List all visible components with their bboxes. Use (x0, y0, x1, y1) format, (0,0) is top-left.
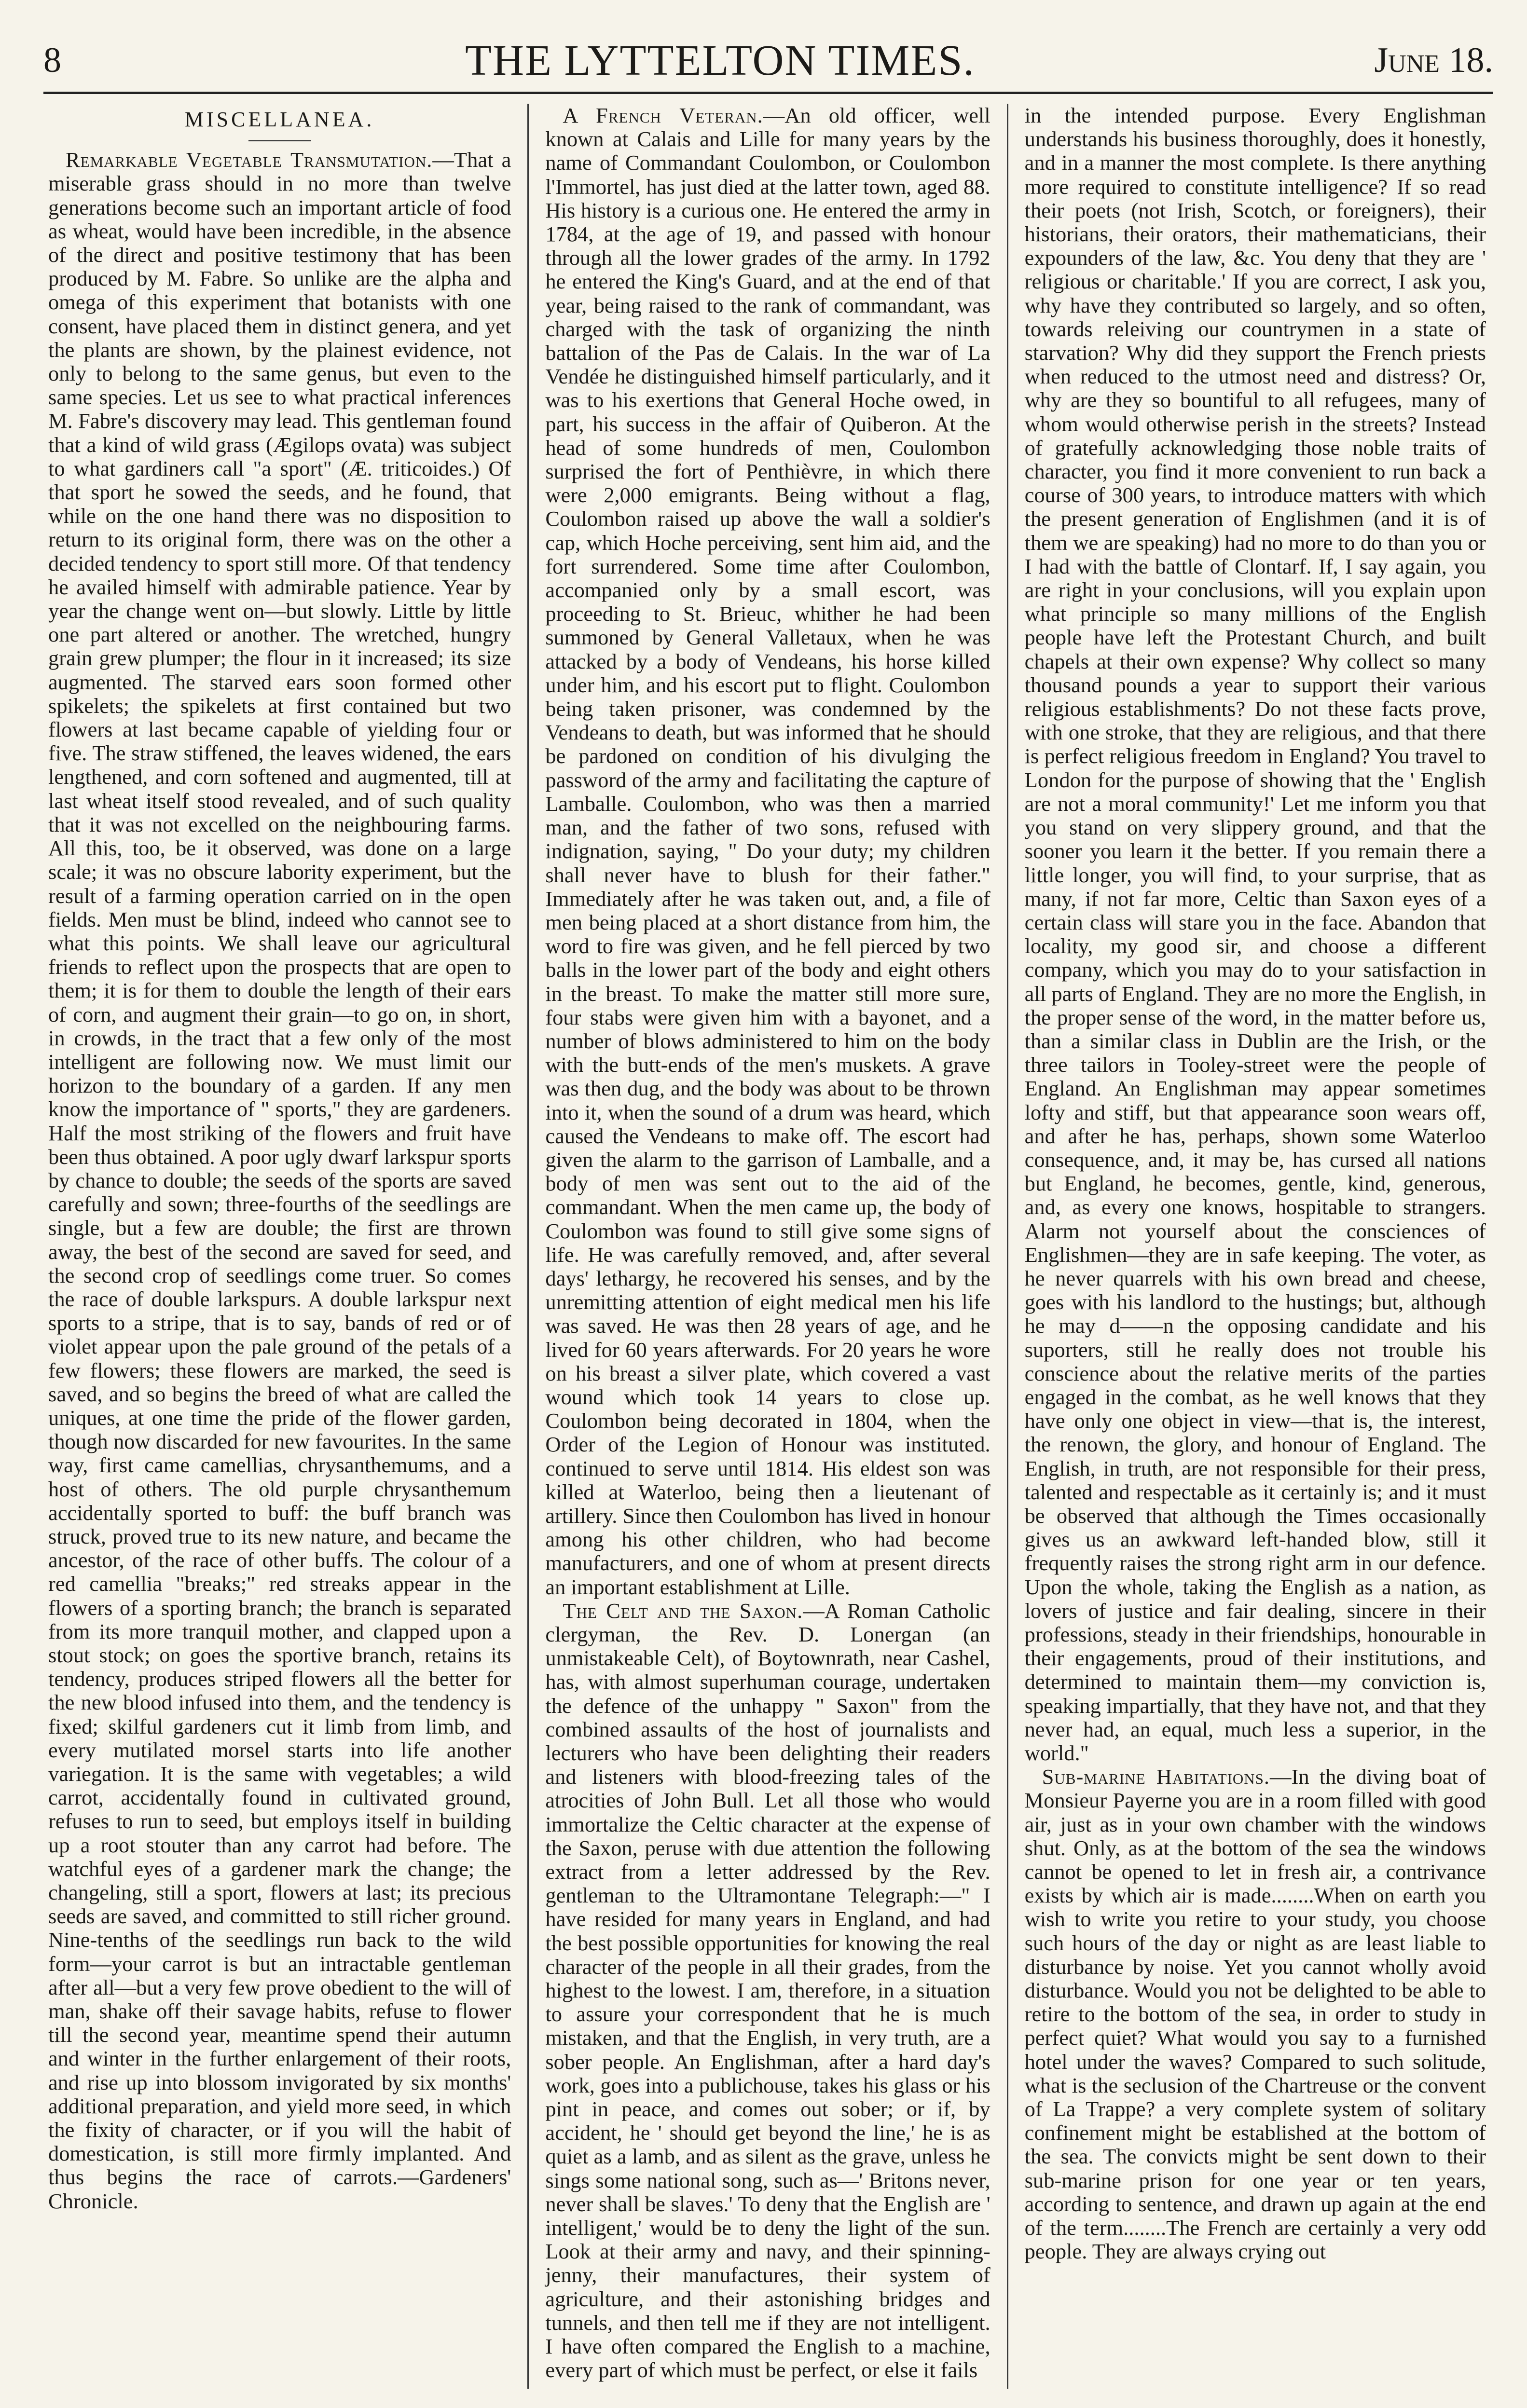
article-body: —An old officer, well known at Calais and Lille for many years by the name of Commandant Coulombon, or Coulombon l'Immortel, has just died at the latter town, aged 88. His history is a curious one. He entered the army in 1784, at the age of 19, and passed with honour through all the lower grades of the army. In 1792 he entered the King's Guard, and at the end of that year, being raised to the rank of commandant, was charged with the task of organizing the ninth battalion of the Pas de Calais. In the war of La Vendée he distinguished himself particularly, and it was to his exertions that General Hoche owed, in part, his success in the affair of Quiberon. At the head of some hundreds of men, Coulombon surprised the fort of Penthièvre, in which there were 2,000 emigrants. Being without a flag, Coulombon raised up above the wall a soldier's cap, which Hoche perceiving, sent him aid, and the fort surrendered. Some time after Coulombon, accompanied only by a small escort, was proceeding to St. Brieuc, whither he had been summoned by General Valletaux, when he was attacked by a body of Vendeans, his horse killed under him, and his escort put to flight. Coulombon being taken prisoner, was condemned by the Vendeans to death, but was informed that he should be pardoned on condition of his divulging the password of the army and facilitating the capture of Lamballe. Coulombon, who was then a married man, and the father of two sons, refused with indignation, saying, " Do your duty; my children shall never have to blush for their father." Immediately after he was taken out, and, a file of men being placed at a short distance from him, the word to fire was given, and he fell pierced by two balls in the lower part of the body and eight others in the breast. To make the matter still more sure, four stabs were given him with a bayonet, and a number of blows administered to him on the body with the butt-ends of the men's muskets. A grave was then dug, and the body was about to be thrown into it, when the sound of a drum was heard, which caused the Vendeans to make off. The escort had given the alarm to the garrison of Lamballe, and a body of men was sent out to the aid of the commandant. When the men came up, the body of Coulombon was found to still give some signs of life. He was carefully removed, and, after several days' lethargy, he recovered his senses, and by the unremitting attention of eight medical men his life was saved. He was then 28 years of age, and he lived for 60 years afterwards. For 20 years he wore on his breast a silver plate, which covered a vast wound which took 14 years to close up. Coulombon being decorated in 1804, when the Order of the Legion of Honour was instituted. continued to serve until 1814. His eldest son was killed at Waterloo, being then a lieutenant of artillery. Since then Coulombon has lived in honour among his other children, who had become manufacturers, and one of whom at present directs an important establishment at Lille. (545, 104, 990, 1599)
article-french-veteran (545, 104, 990, 1599)
article-body: —In the diving boat of Monsieur Payerne you are in a room filled with good air, just as in your own chamber with the windows shut. Only, as at the bottom of the sea the windows cannot be opened to let in fresh air, a contrivance exists by which air is made........When on earth you wish to write you retire to your study, you choose such hours of the day or night as are least liable to disturbance by noise. Yet you cannot wholly avoid disturbance. Would you not be delighted to be able to retire to the bottom of the sea, in order to study in perfect quiet? What would you say to a furnished hotel under the waves? Compared to such solitude, what is the seclusion of the Chartreuse or the convent of La Trappe? a very complete system of solitary confinement might be established at the bottom of the sea. The convicts might be sent down to their sub-marine prison for one year or ten years, according to sentence, and drawn up again at the end of the term........The French are certainly a very odd people. They are always crying out (1024, 1765, 1486, 2264)
article-heading: Remarkable Vegetable Transmutation. (66, 148, 433, 172)
section-title: MISCELLANEA. (184, 108, 375, 131)
column-3 (1007, 104, 1486, 2389)
article-body-continued: in the intended purpose. Every Englishman understands his business thoroughly, does it honestly, and in a manner the most complete. Is there anything more required to constitute intelligence? If so read their poets (not Irish, Scotch, or foreigners), their historians, their orators, their mathematicians, their expounders of the law, &c. You deny that they are ' religious or charitable.' If you are correct, I ask you, why have they contributed so largely, and so often, towards releiving our countrymen in a state of starvation? Why did they support the French priests when reduced to the utmost need and distress? Or, why are they so bountiful to all refugees, many of whom would otherwise perish in the streets? Instead of gratefully acknowledging those noble traits of character, you find it more convenient to run back a course of 300 years, to introduce matters with which the present generation of Englishmen (and it is of them we are speaking) had no more to do than you or I had with the battle of Clontarf. If, I say again, you are right in your conclusions, will you explain upon what principle so many millions of the English people have left the Protestant Church, and built chapels at their own expense? Why collect so many thousand pounds a year to support their various religious establishments? Do not these facts prove, with one stroke, that they are religious, and that there is perfect religious freedom in England? You travel to London for the purpose of showing that the ' English are not a moral community!' Let me inform you that you stand on very slippery ground, and that the sooner you learn it the better. If you remain there a little longer, you will find, to your surprise, that as many, if not far more, Celtic than Saxon eyes of a certain class will stare you in the face. Abandon that locality, my good sir, and choose a different company, which you may do to your satisfaction in all parts of England. They are no more the English, in the proper sense of the word, in the matter before us, than a similar class in Dublin are the Irish, or the three tailors in Tooley-street were the people of England. An Englishman may appear sometimes lofty and stiff, but that appearance soon wears off, and after he has, perhaps, shown some Waterloo consequence, and, it may be, has cursed all nations but England, he becomes, gentle, kind, generous, and, as every one knows, hospitable to strangers. Alarm not yourself about the consciences of Englishmen—they are in safe keeping. The voter, as he never quarrels with his own bread and cheese, goes with his landlord to the hustings; but, although he may d——n the opposing candidate and his suporters, still he really does not trouble his conscience about the relative merits of the parties engaged in the combat, as he well knows that they have only one object in view—that is, the interest, the renown, the glory, and honour of England. The English, in truth, are not responsible for their press, talented and respectable as it certainly is; and it must be observed that although the Times occasionally gives us an awkward left-handed blow, still it frequently raises the strong right arm in our defence. Upon the whole, taking the English as a nation, as lovers of justice and fair dealing, sincere in their professions, steady in their friendships, honourable in their engagements, proud of their institutions, and determined to maintain them—my conviction is, speaking impartially, that they have not, and that they never had, an equal, much less a superior, in the world." (1024, 104, 1486, 1765)
article-submarine-habitations (1025, 1765, 1486, 2263)
text-columns (48, 104, 1486, 2389)
column-2 (527, 104, 1006, 2389)
masthead (43, 29, 1493, 94)
page-number: 8 (43, 40, 61, 80)
article-celt-and-saxon (545, 1599, 990, 2382)
column-1 (48, 104, 527, 2389)
article-heading: The Celt and the Saxon. (563, 1598, 803, 1623)
issue-date: June 18. (1374, 40, 1493, 80)
article-celt-and-saxon-continued (1025, 104, 1486, 1765)
article-heading: A French Veteran. (563, 104, 763, 127)
article-body: —That a miserable grass should in no more than twelve generations become such an important article of food as wheat, would have been incredible, in the absence of the direct and positive testimony that has been produced by M. Fabre. So unlike are the alpha and omega of this experiment that botanists with one consent, have placed them in distinct genera, and yet the plants are shown, by the plainest evidence, not only to belong to the same genus, but even to the same species. Let us see to what practical inferences M. Fabre's discovery may lead. This gentleman found that a kind of wild grass (Ægilops ovata) was subject to what gardiners call "a sport" (Æ. triticoides.) Of that sport he sowed the seeds, and he found, that while on the one hand there was no disposition to return to its original form, there was on the other a decided tendency to sport still more. Of that tendency he availed himself with admirable patience. Year by year the change went on—but slowly. Little by little one part altered or another. The wretched, hungry grain grew plumper; the flour in it increased; its size augmented. The starved ears soon formed other spikelets; the spikelets at first contained but two flowers at last became capable of yielding four or five. The straw stiffened, the leaves widened, the ears lengthened, and corn softened and augmented, till at last wheat itself stood revealed, and of such quality that it was not excelled on the neighbouring farms. All this, too, be it observed, was done on a large scale; it was no obscure labority experiment, but the result of a farming operation carried on in the open fields. Men must be blind, indeed who cannot see to what this points. We shall leave our agricultural friends to reflect upon the prospects that are open to them; it is for them to double the length of their ears of corn, and augment their grain—to go on, in short, in crowds, in the tract that a few only of the most intelligent are following now. We must limit our horizon to the boundary of a garden. If any men know the importance of " sports," they are gardeners. Half the most striking of the flowers and fruit have been thus obtained. A poor ugly dwarf larkspur sports by chance to double; the seeds of the sports are saved carefully and sown; three-fourths of the seedlings are single, but a few are double; the first are thrown away, the best of the second are saved for seed, and the second crop of seedlings come truer. So comes the race of double larkspurs. A double larkspur next sports to a stripe, that is to say, bands of red or of violet appear upon the pale ground of the petals of a few flowers; these flowers are marked, the seed is saved, and so begins the breed of what are called the uniques, at one time the pride of the flower garden, though now discarded for new favourites. In the same way, first came camellias, chrysanthemums, and a host of others. The old purple chrysanthemum accidentally sported to buff: the buff branch was struck, proved true to its new nature, and became the ancestor, of the race of other buffs. The colour of a red camellia "breaks;" red streaks appear in the flowers of a sporting branch; the branch is separated from its more tranquil mother, and clapped upon a stout stock; on goes the sportive branch, retains its tendency, produces striped flowers all the better for the new blood infused into them, and the tendency is fixed; skilful gardeners cut it limb from limb, and every mutilated morsel starts into life another variegation. It is the same with vegetables; a wild carrot, accidentally found in cultivated ground, refuses to run to seed, but employs itself in building up a root stouter than any carrot had before. The watchful eyes of a gardener mark the change; the changeling, still a sport, flowers at last; its precious seeds are saved, and committed to still richer ground. Nine-tenths of the seedlings run back to the wild form—your carrot is but an intractable gentleman after all—but a very few prove obedient to the will of man, shake off their savage habits, refuse to flower till the second year, meantime spend their autumn and winter in the further enlargement of their roots, and rise up into blossom invigorated by six months' additional preparation, and yield more seed, in which the fixity of character, or if you will the habit of domestication, is still more firmly implanted. And thus begins the race of carrots.—Gardeners' Chronicle. (48, 148, 511, 2213)
newspaper-title: THE LYTTELTON TIMES. (465, 36, 975, 84)
section-rule (248, 140, 311, 141)
article-body: —A Roman Catholic clergyman, the Rev. D. Lonergan (an unmistakeable Celt), of Boytownrath, near Cashel, has, with almost superhuman courage, undertaken the defence of the unhappy " Saxon" from the combined assaults of the host of journalists and lecturers who have been delighting their readers and listeners with blood-freezing tales of the atrocities of John Bull. Let all those who would immortalize the Celtic character at the expense of the Saxon, peruse with due attention the following extract from a letter addressed by the Rev. gentleman to the Ultramontane Telegraph:—" I have resided for many years in England, and had the best possible opportunities for knowing the real character of the people in all their grades, from the highest to the lowest. I am, therefore, in a situation to assure your correspondent that he is much mistaken, and that the English, in very truth, are a sober people. An Englishman, after a hard day's work, goes into a publichouse, takes his glass or his pint in peace, and comes out sober; or if, by accident, he ' should get beyond the line,' he is as quiet as a lamb, and as silent as the grave, unless he sings some national song, such as—' Britons never, never shall be slaves.' To deny that the English are ' intelligent,' would be to deny the light of the sun. Look at their army and navy, and their spinning-jenny, their manufactures, their system of agriculture, and their astonishing bridges and tunnels, and then tell me if they are not intelligent. I have often compared the English to a machine, every part of which must be perfect, or else it fails (545, 1598, 990, 2382)
article-heading: Sub-marine Habitations. (1042, 1765, 1270, 1789)
article-vegetable-transmutation (48, 148, 511, 2213)
